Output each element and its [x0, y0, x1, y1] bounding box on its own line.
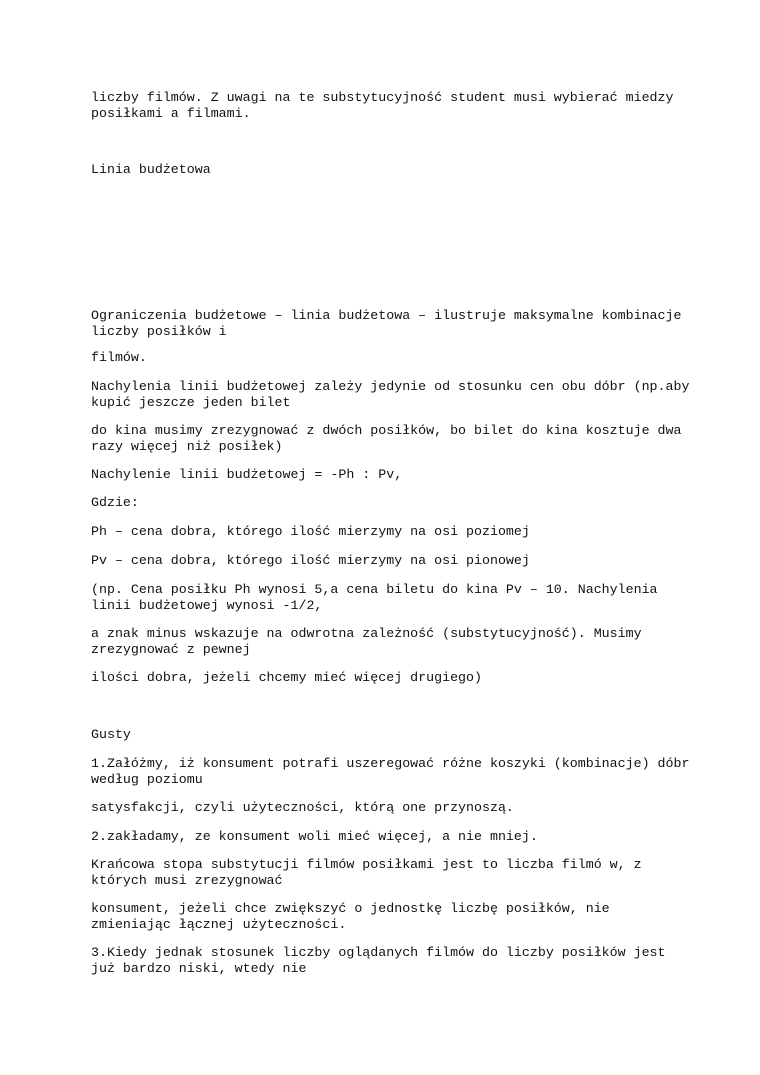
label-where: Gdzie: — [91, 495, 139, 510]
paragraph-quantity: ilości dobra, jeżeli chcemy mieć więcej drugiego) — [91, 670, 482, 685]
definition-pv: Pv – cena dobra, którego ilość mierzymy na osi pionowej — [91, 553, 530, 568]
paragraph-consumer: konsument, jeżeli chce zwiększyć o jednostkę liczbę posiłków, nie zmieniając łącznej użyteczności. — [91, 901, 610, 932]
paragraph-intro: liczby filmów. Z uwagi na te substytucyjność student musi wybierać miedzy posiłkami a filmami. — [91, 90, 674, 121]
section-heading-budget-line: Linia budżetowa — [91, 162, 211, 177]
section-heading-tastes: Gusty — [91, 727, 131, 742]
paragraph-assumption-2: 2.zakładamy, ze konsument woli mieć więcej, a nie mniej. — [91, 829, 538, 844]
paragraph-assumption-1: 1.Załóżmy, iż konsument potrafi uszeregować różne koszyki (kombinacje) dóbr według poziomu — [91, 756, 690, 787]
paragraph-assumption-3: 3.Kiedy jednak stosunek liczby oglądanych filmów do liczby posiłków jest już bardzo niski, wtedy nie — [91, 945, 666, 976]
paragraph-slope: Nachylenia linii budżetowej zależy jedynie od stosunku cen obu dóbr (np.aby kupić jeszcze jeden bilet — [91, 379, 690, 410]
definition-ph: Ph – cena dobra, którego ilość mierzymy na osi poziomej — [91, 524, 530, 539]
paragraph-budget-constraints: Ograniczenia budżetowe – linia budżetowa – ilustruje maksymalne kombinacje liczby posiłków i — [91, 308, 682, 339]
paragraph-mrs: Krańcowa stopa substytucji filmów posiłkami jest to liczba filmó w, z których musi zrezygnować — [91, 857, 642, 888]
formula-slope: Nachylenie linii budżetowej = -Ph : Pv, — [91, 467, 403, 482]
paragraph-minus-sign: a znak minus wskazuje na odwrotna zależność (substytucyjność). Musimy zrezygnować z pewnej — [91, 626, 642, 657]
paragraph-films: filmów. — [91, 350, 147, 365]
paragraph-cinema: do kina musimy zrezygnować z dwóch posiłków, bo bilet do kina kosztuje dwa razy więcej niż posiłek) — [91, 423, 682, 454]
paragraph-satisfaction: satysfakcji, czyli użyteczności, którą one przynoszą. — [91, 800, 514, 815]
paragraph-example: (np. Cena posiłku Ph wynosi 5,a cena biletu do kina Pv – 10. Nachylenia linii budżetowej wynosi -1/2, — [91, 582, 658, 613]
